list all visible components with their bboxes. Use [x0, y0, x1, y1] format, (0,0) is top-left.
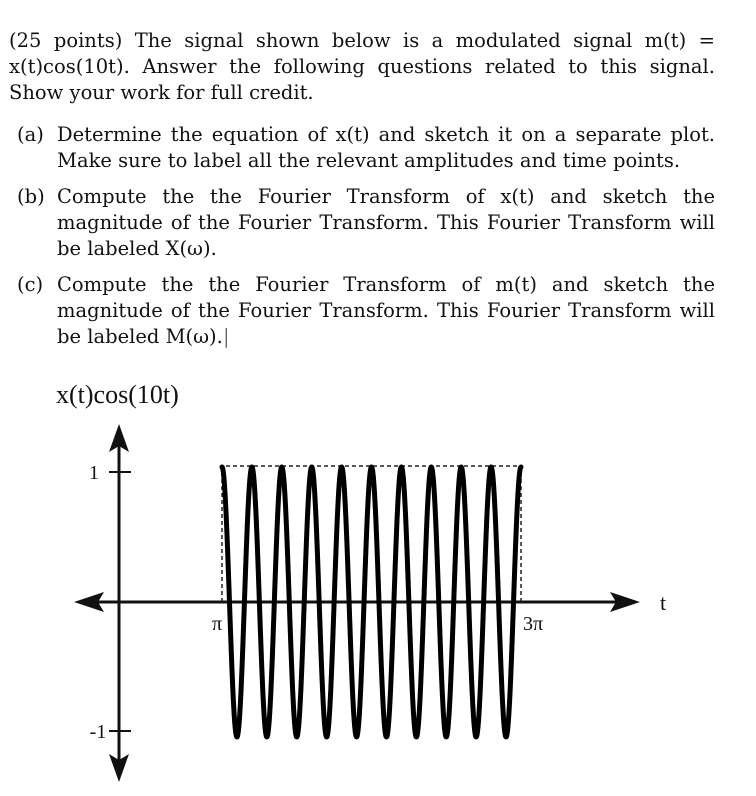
y-tick-label-minus-1: -1 — [89, 721, 107, 743]
part-c-label: (c) — [17, 273, 44, 296]
part-a-label: (a) — [17, 123, 44, 146]
part-a-text: Determine the equation of x(t) and sketch it on a separate plot. Make sure to label all the relevant amplitudes and time points. — [57, 123, 715, 172]
part-c-text: Compute the the Fourier Transform of m(t) and sketch the magnitude of the Fourier Transform. This Fourier Transform will be labeled M(ω). — [57, 273, 715, 348]
part-b-label: (b) — [17, 185, 45, 208]
text-cursor: | — [222, 325, 230, 348]
part-b-text: Compute the the Fourier Transform of x(t) and sketch the magnitude of the Fourier Transform. This Fourier Transform will be labeled X(ω). — [57, 185, 715, 260]
y-tick-label-1: 1 — [89, 462, 99, 484]
envelope-dashed — [222, 466, 521, 602]
figure-title: x(t)cos(10t) — [56, 380, 179, 409]
x-tick-label-3pi: 3π — [522, 613, 544, 635]
x-tick-label-pi: π — [211, 613, 223, 635]
problem-intro: (25 points) The signal shown below is a modulated signal m(t) = x(t)cos(10t). Answer the following questions related to this signal. Show your work for full credit. — [9, 29, 715, 104]
x-axis-label: t — [659, 590, 667, 615]
